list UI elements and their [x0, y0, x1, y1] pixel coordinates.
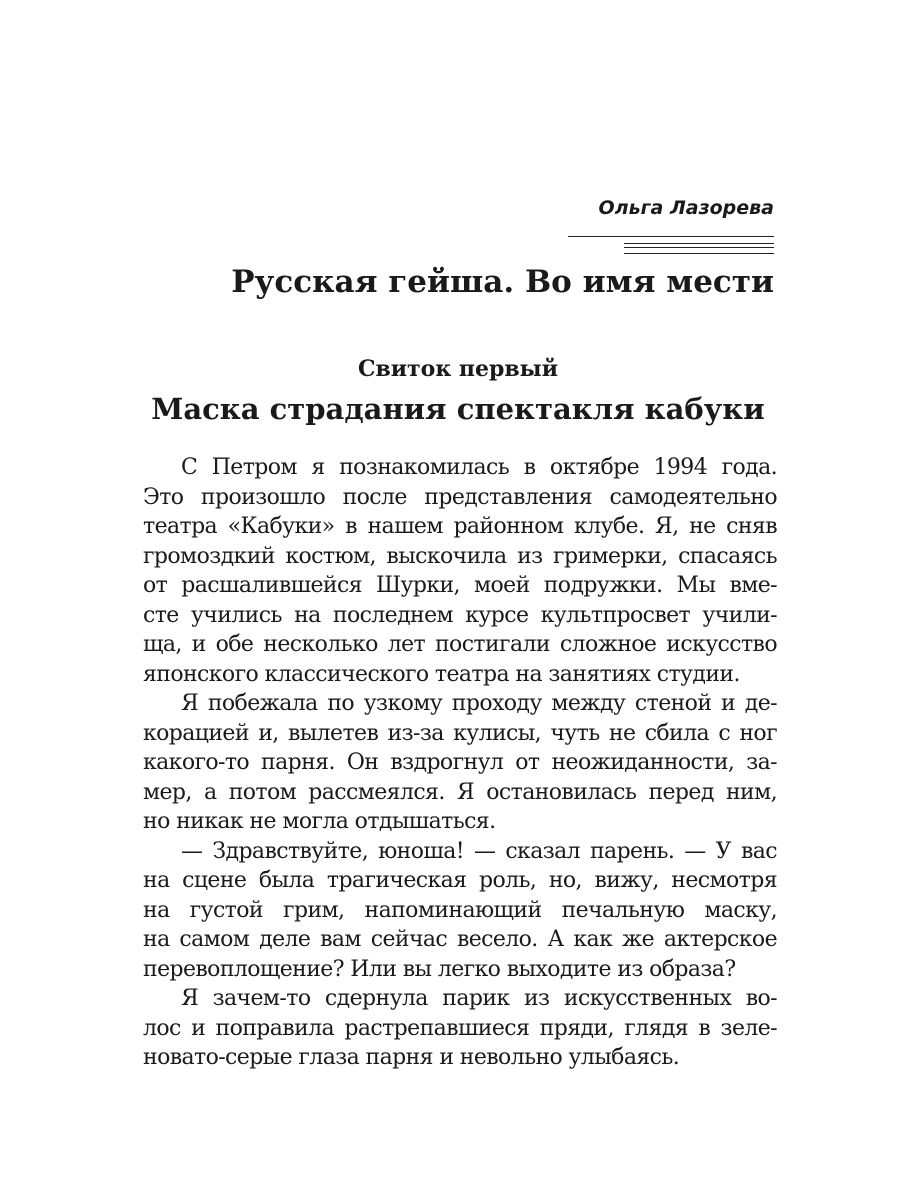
text-line: новато-серые глаза парня и невольно улыбаясь. [143, 1045, 680, 1070]
chapter-number: Свиток первый [357, 356, 559, 382]
text-line: на самом деле вам сейчас весело. А как же актерское [143, 927, 777, 952]
text-line: ща, и обе несколько лет постигали сложное искусство [143, 632, 777, 657]
text-line: Это произошло после представления самодеятельно [143, 484, 777, 510]
rule-line [624, 247, 774, 248]
body-text [143, 453, 777, 1073]
text-line: на сцене была трагическая роль, но, вижу, несмотря [143, 868, 777, 893]
text-line: мер, а потом рассмеялся. Я остановилась перед ним, [143, 779, 777, 805]
book-title: Русская гейша. Во имя мести [231, 264, 774, 300]
text-line: корацией и, вылетев из-за кулисы, чуть не сбила с ног [143, 720, 777, 746]
author-name: Ольга Лазорева [598, 197, 774, 219]
text-line: лос и поправила растрепавшиеся пряди, глядя в зеле- [143, 1015, 777, 1041]
text-line: японского классического театра на занятиях студии. [143, 661, 740, 687]
text-line: перевоплощение? Или вы легко выходите из образа? [143, 956, 736, 982]
text-line: Я зачем-то сдернула парик из искусственных во- [181, 986, 777, 1011]
rule-line [624, 253, 774, 254]
text-line: театра «Кабуки» в нашем районном клубе. Я, не сняв [143, 514, 777, 539]
text-line: Я побежала по узкому проходу между стеной и де- [181, 691, 777, 716]
text-line: на густой грим, напоминающий печальную маску, [143, 897, 777, 923]
text-line: но никак не могла отдышаться. [143, 809, 496, 834]
rule-line [624, 243, 774, 244]
chapter-title: Маска страдания спектакля кабуки [151, 392, 765, 426]
text-line: — Здравствуйте, юноша! — сказал парень. — У вас [181, 838, 777, 864]
decorative-rules [568, 234, 774, 256]
text-line: громоздкий костюм, выскочила из гримерки, спасаясь [143, 543, 777, 569]
text-line: С Петром я познакомилась в октябре 1994 года. [181, 455, 777, 480]
text-line: сте учились на последнем курсе культпросвет учили- [143, 602, 777, 628]
rule-line [568, 236, 774, 237]
text-line: какого-то парня. Он вздрогнул от неожиданности, за- [143, 750, 777, 775]
text-line: от расшалившейся Шурки, моей подружки. Мы вме- [143, 573, 777, 598]
